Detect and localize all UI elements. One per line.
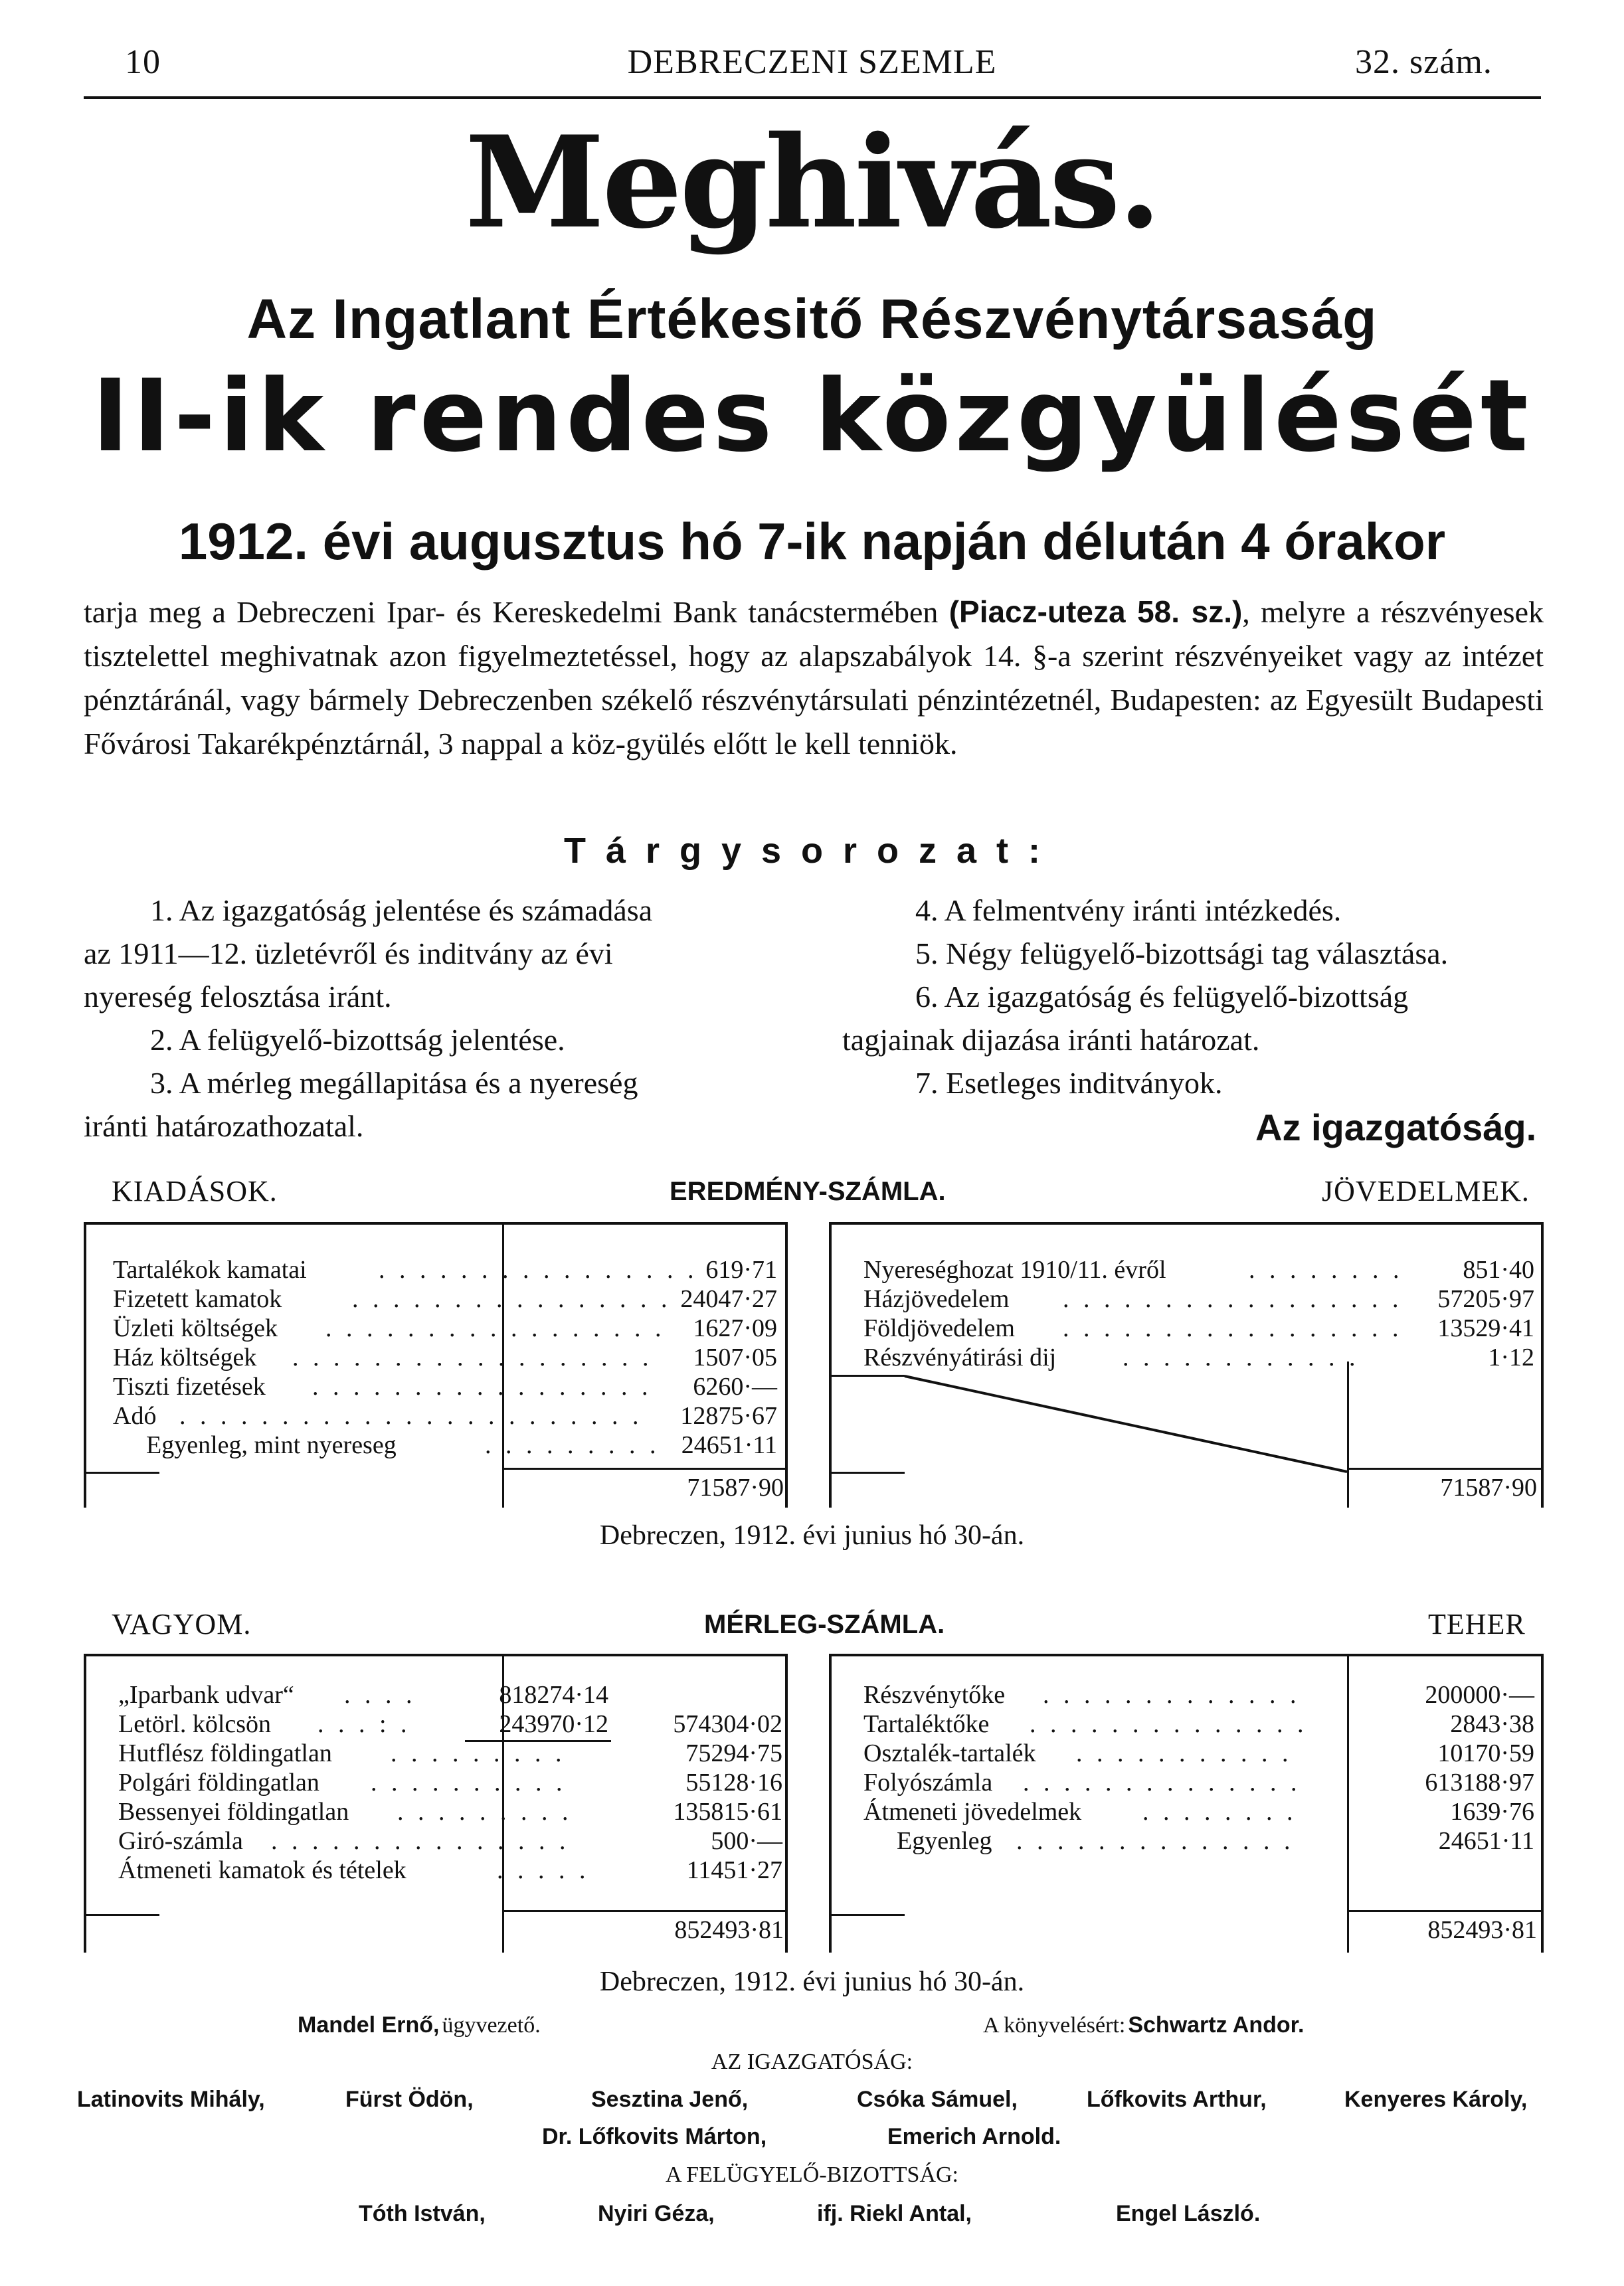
table-rule xyxy=(1541,1654,1544,1953)
row-value: 6260·— xyxy=(693,1373,777,1401)
table-rule xyxy=(84,1222,788,1225)
address: (Piacz-uteza 58. sz.) xyxy=(948,594,1243,629)
cancel-stroke xyxy=(832,1375,1350,1474)
table-row xyxy=(118,1826,782,1856)
table-rule xyxy=(502,1910,788,1912)
leader-dots: . . . . . . . . . . xyxy=(371,1769,567,1797)
row-value: 1639·76 xyxy=(1450,1798,1534,1826)
body-text-b: , melyre a részvényesek tisztelettel meghivatnak azon figyelmeztetéssel, hogy az alapszabályok 14. §-a szerint részvényeiket vagy az intézet pénztáránál, vagy bármely Debreczenben székelő részvénytársulati pénzintézetnél, Budapesten: az Egyesült Budapesti Fővárosi Takarékpénztárnál, 3 nappal a köz-gyülés előtt le kell tenniök. xyxy=(84,595,1544,760)
leader-dots: . . . : . xyxy=(317,1710,411,1738)
row-label: Földjövedelem xyxy=(863,1314,1015,1342)
body-text-a: tarja meg a Debreczeni Ipar- és Kereskedelmi Bank tanácstermében xyxy=(84,595,949,629)
row-value: 24651·11 xyxy=(1438,1827,1534,1855)
board-heading: AZ IGAZGATÓSÁG: xyxy=(711,2050,913,2074)
agenda-item: 4. A felmentvény iránti intézkedés. xyxy=(915,893,1342,927)
board-member: Sesztina Jenő, xyxy=(591,2087,749,2112)
row-label: Tartalékok kamatai xyxy=(113,1256,307,1284)
table-row xyxy=(863,1314,1534,1343)
leader-dots: . . . . . . . . . . . . . xyxy=(1043,1681,1301,1709)
expenses-header: KIADÁSOK. xyxy=(112,1175,278,1207)
agenda-item: 6. Az igazgatóság és felügyelő-bizottság xyxy=(915,980,1409,1013)
income-statement-title: EREDMÉNY-SZÁMLA. xyxy=(670,1177,946,1206)
balance-sheet-title: MÉRLEG-SZÁMLA. xyxy=(704,1610,945,1639)
leader-dots: . . . . . . . . . . . . . . xyxy=(1016,1827,1295,1855)
leader-dots: . . . . . . . . . . . . . . . . . xyxy=(312,1373,652,1401)
row-value: 12875·67 xyxy=(680,1402,777,1430)
row-label: Hutflész földingatlan xyxy=(118,1739,332,1767)
income-statement-date: Debreczen, 1912. évi junius hó 30-án. xyxy=(599,1520,1025,1551)
row-value: 500·— xyxy=(711,1827,782,1855)
leader-dots: . . . . . . . . . . . . . . . . . . xyxy=(292,1344,653,1371)
row-label: Adó xyxy=(113,1402,157,1430)
leader-dots: . . . . . . . . . . . . . . xyxy=(1030,1710,1308,1738)
row-label: Fizetett kamatok xyxy=(113,1285,282,1313)
table-rule xyxy=(832,1914,905,1916)
table-rule xyxy=(84,1654,86,1953)
leader-dots: . . . . . . . . . . . . . . . . xyxy=(379,1256,698,1284)
row-label: Házjövedelem xyxy=(863,1285,1010,1313)
page-number: 10 xyxy=(125,43,161,81)
board-member: Latinovits Mihály, xyxy=(77,2087,265,2112)
table-row xyxy=(863,1710,1534,1739)
row-value: 135815·61 xyxy=(673,1798,782,1826)
header-rule xyxy=(84,96,1541,99)
agenda-item: 7. Esetleges inditványok. xyxy=(915,1066,1223,1100)
row-value: 11451·27 xyxy=(686,1856,782,1884)
assets-header: VAGYOM. xyxy=(112,1608,252,1640)
table-row xyxy=(113,1255,777,1284)
table-row xyxy=(113,1343,777,1372)
leader-dots: . . . . . . . . . . . . . . . . xyxy=(352,1285,672,1313)
leader-dots: . . . . . . . . . . . . . . . . . xyxy=(325,1314,666,1342)
table-rule xyxy=(829,1654,1544,1656)
invitation-body xyxy=(84,590,1544,766)
agenda-item: 2. A felügyelő-bizottság jelentése. xyxy=(150,1023,565,1057)
row-label: Tiszti fizetések xyxy=(113,1373,266,1401)
accountant-signature xyxy=(983,2012,1304,2038)
agenda-item: nyereség felosztása iránt. xyxy=(84,980,392,1013)
row-label: Folyószámla xyxy=(863,1769,993,1797)
table-rule xyxy=(86,1914,159,1916)
row-value: 1627·09 xyxy=(693,1314,777,1342)
supervisory-heading: A FELÜGYELŐ-BIZOTTSÁG: xyxy=(665,2162,959,2187)
expenses-total: 71587·90 xyxy=(687,1474,784,1502)
board-member: Fürst Ödön, xyxy=(345,2087,474,2112)
row-label: Egyenleg, mint nyereseg xyxy=(146,1431,397,1459)
leader-dots: . . . . . . . . . . . . . . . xyxy=(271,1827,570,1855)
table-rule xyxy=(829,1222,1544,1225)
manager-signature xyxy=(298,2012,541,2038)
leader-dots: . . . . . . . . . . . . . . . . . xyxy=(1063,1285,1403,1313)
table-rule xyxy=(785,1654,788,1953)
accountant-name: Schwartz Andor. xyxy=(1128,2012,1305,2038)
agenda-item: iránti határozathozatal. xyxy=(84,1109,364,1143)
table-row xyxy=(863,1826,1534,1856)
meeting-datetime: 1912. évi augusztus hó 7-ik napján délután 4 órakor xyxy=(178,512,1446,571)
supervisory-member: Engel László. xyxy=(1116,2201,1261,2226)
income-header: JÖVEDELMEK. xyxy=(1322,1175,1530,1207)
row-label: Osztalék-tartalék xyxy=(863,1739,1036,1767)
row-value: 2843·38 xyxy=(1450,1710,1534,1738)
leader-dots: . . . . xyxy=(344,1681,416,1709)
row-label: Polgári földingatlan xyxy=(118,1769,319,1797)
table-rule xyxy=(1541,1222,1544,1508)
table-row xyxy=(118,1768,782,1797)
row-value: 1·12 xyxy=(1488,1344,1534,1371)
row-label: Egyenleg xyxy=(897,1827,992,1855)
agenda-left xyxy=(84,889,781,1148)
table-rule xyxy=(829,1654,832,1953)
row-value: 13529·41 xyxy=(1437,1314,1534,1342)
row-value: 200000·— xyxy=(1425,1681,1534,1709)
table-row xyxy=(863,1284,1534,1314)
row-label: Ház költségek xyxy=(113,1344,257,1371)
leader-dots: . . . . . . . . . . . . . . . . . xyxy=(1063,1314,1403,1342)
agenda-item: 3. A mérleg megállapitása és a nyereség xyxy=(150,1066,638,1100)
row-label: Részvénytőke xyxy=(863,1681,1006,1709)
agenda-item: tagjainak dijazása iránti határozat. xyxy=(842,1023,1260,1057)
table-row xyxy=(113,1314,777,1343)
assets-total: 852493·81 xyxy=(674,1916,784,1944)
agenda-right xyxy=(842,889,1546,1104)
row-label: Nyereséghozat 1910/11. évről xyxy=(863,1256,1166,1284)
table-row xyxy=(863,1680,1534,1710)
row-label: Átmeneti kamatok és tételek xyxy=(118,1856,406,1884)
table-row xyxy=(863,1739,1534,1768)
leader-dots: . . . . . . . . . . . xyxy=(1076,1739,1293,1767)
board-member: Lőfkovits Arthur, xyxy=(1087,2087,1267,2112)
agenda-item: az 1911—12. üzletévről és inditvány az évi xyxy=(84,936,613,970)
leader-dots: . . . . . . . . . . . . . . . . . . . . . . . xyxy=(179,1402,643,1430)
board-member: Dr. Lőfkovits Márton, xyxy=(542,2124,767,2149)
row-value: 75294·75 xyxy=(685,1739,782,1767)
board-signature: Az igazgatóság. xyxy=(1255,1106,1537,1148)
table-row xyxy=(113,1372,777,1401)
row-label: Bessenyei földingatlan xyxy=(118,1798,349,1826)
table-row xyxy=(118,1680,782,1710)
income-total: 71587·90 xyxy=(1440,1474,1537,1502)
leader-dots: . . . . . . . . xyxy=(1249,1256,1403,1284)
row-value: 619·71 xyxy=(705,1256,777,1284)
leader-dots: . . . . . . . . . xyxy=(485,1431,660,1459)
manager-role: ügyvezető. xyxy=(442,2013,541,2038)
meeting-title: II-ik rendes közgyülését xyxy=(92,359,1532,474)
table-rule xyxy=(84,1222,86,1508)
row-label: Giró-számla xyxy=(118,1827,243,1855)
row-value: 24651·11 xyxy=(681,1431,777,1459)
row-subvalue: 818274·14 xyxy=(499,1681,608,1709)
issue-number: 32. szám. xyxy=(1355,43,1492,81)
table-rule xyxy=(1347,1468,1544,1470)
row-label: Átmeneti jövedelmek xyxy=(863,1798,1082,1826)
table-row xyxy=(118,1710,782,1739)
supervisory-member: Tóth István, xyxy=(359,2201,486,2226)
row-value: 55128·16 xyxy=(685,1769,782,1797)
row-label: „Iparbank udvar“ xyxy=(118,1681,294,1709)
table-row xyxy=(118,1856,782,1885)
row-label: Letörl. kölcsön xyxy=(118,1710,272,1738)
table-row xyxy=(113,1284,777,1314)
leader-dots: . . . . . . . . . xyxy=(397,1798,573,1826)
board-member: Emerich Arnold. xyxy=(887,2124,1061,2149)
table-row xyxy=(113,1431,777,1460)
leader-dots: . . . . . . . . xyxy=(1142,1798,1297,1826)
table-row xyxy=(113,1401,777,1431)
leader-dots: . . . . . . . . . . . . . . xyxy=(1023,1769,1301,1797)
table-row xyxy=(863,1768,1534,1797)
liabilities-header: TEHER xyxy=(1428,1608,1526,1640)
company-name: Az Ingatlant Értékesitő Részvénytársaság xyxy=(246,288,1378,350)
journal-title: DEBRECZENI SZEMLE xyxy=(627,43,997,81)
row-value: 10170·59 xyxy=(1437,1739,1534,1767)
board-member: Csóka Sámuel, xyxy=(857,2087,1018,2112)
leader-dots: . . . . . . . . . xyxy=(391,1739,566,1767)
board-member: Kenyeres Károly, xyxy=(1344,2087,1528,2112)
liabilities-list xyxy=(863,1680,1534,1880)
table-row xyxy=(118,1797,782,1826)
table-row xyxy=(863,1255,1534,1284)
table-rule xyxy=(1347,1910,1544,1912)
row-label: Tartaléktőke xyxy=(863,1710,990,1738)
row-value: 24047·27 xyxy=(680,1285,777,1313)
row-value: 1507·05 xyxy=(693,1344,777,1371)
row-label: Részvényátirási dij xyxy=(863,1344,1057,1371)
assets-list xyxy=(118,1680,784,1899)
leader-dots: . . . . . xyxy=(497,1856,590,1884)
agenda-item: 5. Négy felügyelő-bizottsági tag választása. xyxy=(915,936,1449,970)
row-label: Üzleti költségek xyxy=(113,1314,278,1342)
income-list xyxy=(863,1255,1534,1388)
invitation-title: Meghivás. xyxy=(465,108,1159,256)
row-value: 574304·02 xyxy=(673,1710,782,1738)
balance-sheet-date: Debreczen, 1912. évi junius hó 30-án. xyxy=(599,1967,1025,1997)
row-subvalue: 243970·12 xyxy=(499,1710,608,1738)
accountant-role: A könyvelésért: xyxy=(983,2013,1126,2038)
supervisory-member: Nyiri Géza, xyxy=(598,2201,715,2226)
expenses-list xyxy=(113,1255,784,1474)
manager-name: Mandel Ernő, xyxy=(298,2012,440,2038)
table-row xyxy=(863,1343,1534,1372)
row-value: 613188·97 xyxy=(1425,1769,1534,1797)
agenda-item: 1. Az igazgatóság jelentése és számadása xyxy=(150,893,653,927)
liabilities-total: 852493·81 xyxy=(1427,1916,1537,1944)
table-rule xyxy=(84,1654,788,1656)
row-value: 851·40 xyxy=(1463,1256,1534,1284)
row-value: 57205·97 xyxy=(1437,1285,1534,1313)
table-row xyxy=(118,1739,782,1768)
agenda-heading: Tárgysorozat: xyxy=(563,831,1061,871)
supervisory-member: ifj. Riekl Antal, xyxy=(817,2201,972,2226)
table-rule xyxy=(785,1222,788,1508)
leader-dots: . . . . . . . . . . . . xyxy=(1123,1344,1360,1371)
table-row xyxy=(863,1797,1534,1826)
